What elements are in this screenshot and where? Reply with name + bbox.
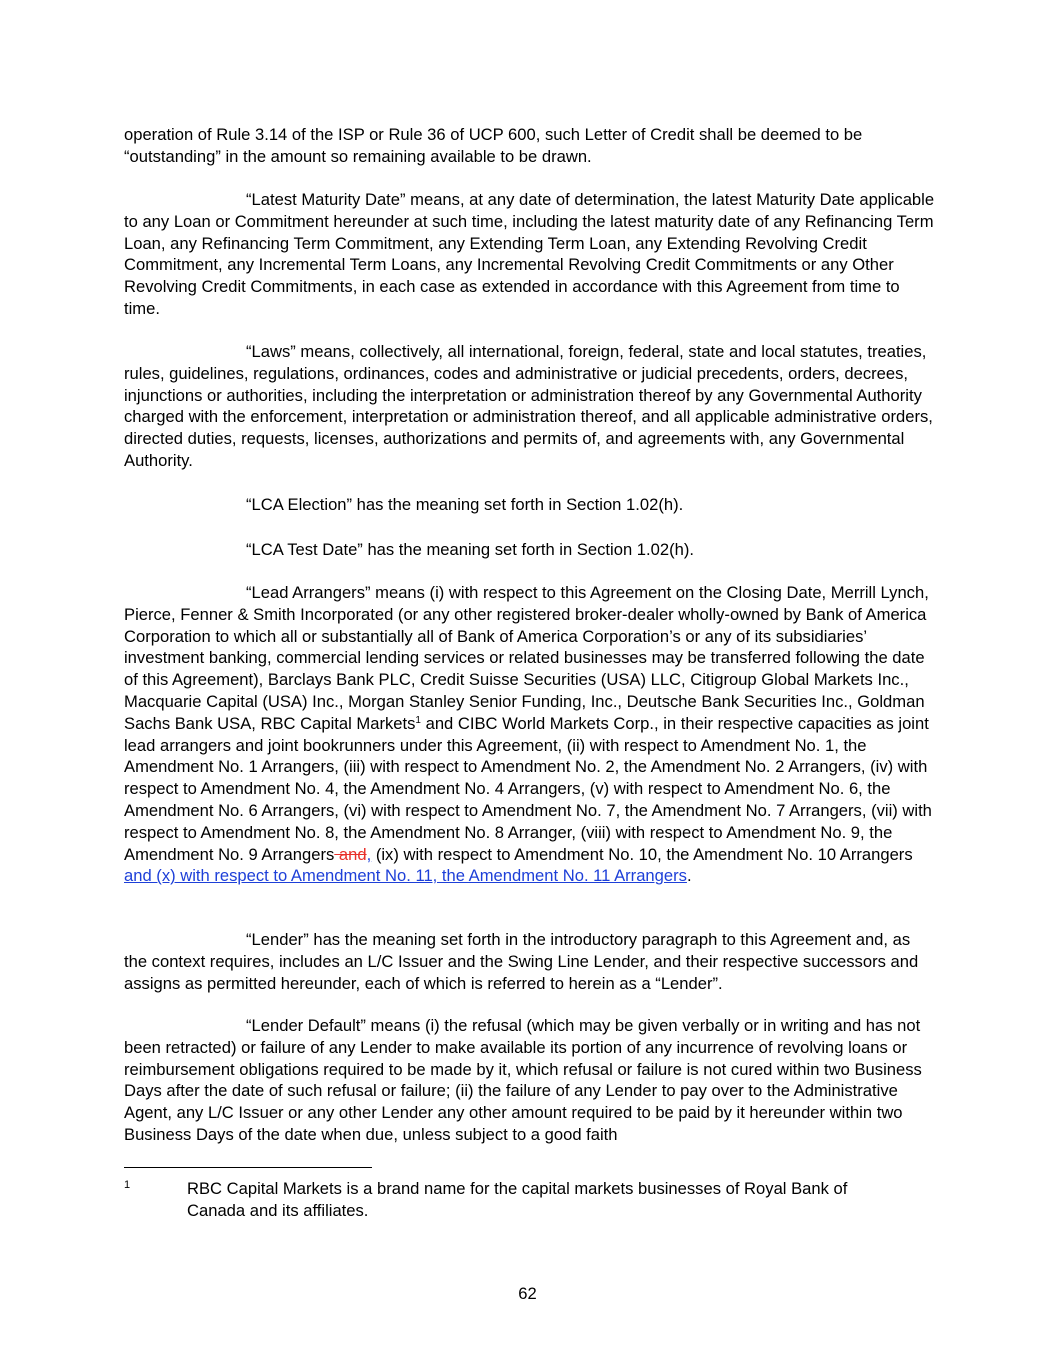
definition-text: (ix) with respect to Amendment No. 10, the Amendment No. 10 Arrangers (371, 844, 913, 864)
defined-term: “Laws” (246, 342, 296, 361)
defined-term: “Lender Default” (246, 1016, 366, 1035)
footnote-reference[interactable]: 1 (415, 714, 421, 726)
tracked-deletion: and (334, 844, 367, 864)
definition-laws (124, 341, 936, 472)
definition-text: has the meaning set forth in Section 1.02(h). (362, 540, 694, 559)
paragraph-text: operation of Rule 3.14 of the ISP or Rule 36 of UCP 600, such Letter of Credit shall be deemed to be “outstanding” in the amount so remaining available to be drawn. (124, 125, 863, 166)
footnote-text: RBC Capital Markets is a brand name for the capital markets businesses of Royal Bank of Canada and its affiliates. (187, 1179, 848, 1220)
footnote-separator (124, 1167, 372, 1168)
definition-lender-default (124, 1015, 936, 1146)
footnote-number: 1 (124, 1179, 131, 1191)
definition-lender (124, 929, 936, 994)
definition-text: means, collectively, all international, foreign, federal, state and local statutes, treaties, rules, guidelines, regulations, ordinances, codes and administrative or judicial precedents, orders, decrees, injunctions or authorities, including the interpretation or administration thereof by any Governmental Authority charged with the enforcement, interpretation or administration thereof, and all applicable administrative orders, directed duties, requests, licenses, authorizations and permits of, and agreements with, any Governmental Authority. (124, 342, 933, 470)
tracked-insertion: , (366, 844, 372, 864)
definition-text: means (i) the refusal (which may be given verbally or in writing and has not been retracted) or failure of any Lender to make available its portion of any incurrence of revolving loans or reimbursement obligations required to be made by it, which refusal or failure is not cured within two Business Days after the date of such refusal or failure; (ii) the failure of any Lender to pay over to the Administrative Agent, any L/C Issuer or any other Lender any other amount required to be paid by it hereunder within two Business Days of the date when due, unless subject to a good faith (124, 1016, 922, 1144)
defined-term: “LCA Test Date” (246, 540, 363, 559)
defined-term: “Lead Arrangers” (246, 583, 371, 602)
paragraph-continuation (124, 124, 936, 168)
definition-text: means (i) with respect to this Agreement on the Closing Date, Merrill Lynch, Pierce, Fenner & Smith Incorporated (or any other registered broker-dealer wholly-owned by Bank of America Corporation to which all or substantially all of Bank of America Corporation’s or any of its subsidiaries’ investment banking, commercial lending services or related businesses may be transferred following the date of this Agreement), Barclays Bank PLC, Credit Suisse Securities (USA) LLC, Citigroup Global Markets Inc., Macquarie Capital (USA) Inc., Morgan Stanley Senior Funding, Inc., Deutsche Bank Securities Inc., Goldman Sachs Bank USA, RBC Capital Markets (124, 583, 929, 733)
definition-text: . (686, 866, 692, 886)
definition-text: and CIBC World Markets Corp., in their respective capacities as joint lead arrangers and joint bookrunners under this Agreement, (ii) with respect to Amendment No. 1, the Amendment No. 1 Arrangers, (iii) with respect to Amendment No. 2, the Amendment No. 2 Arrangers, (iv) with respect to Amendment No. 4, the Amendment No. 4 Arrangers, (v) with respect to Amendment No. 6, the Amendment No. 6 Arrangers, (vi) with respect to Amendment No. 7, the Amendment No. 7 Arrangers, (vii) with respect to Amendment No. 8, the Amendment No. 8 Arranger, (viii) with respect to Amendment No. 9, the Amendment No. 9 Arrangers (124, 713, 932, 864)
defined-term: “Lender” (246, 930, 309, 949)
definition-text: has the meaning set forth in Section 1.02(h). (352, 495, 684, 514)
defined-term: “Latest Maturity Date” (246, 190, 406, 209)
definition-latest-maturity-date (124, 189, 936, 320)
definition-text: has the meaning set forth in the introductory paragraph to this Agreement and, as the context requires, includes an L/C Issuer and the Swing Line Lender, and their respective successors and assigns as permitted hereunder, each of which is referred to herein as a “Lender”. (124, 930, 919, 993)
tracked-insertion: and (x) with respect to Amendment No. 11, the Amendment No. 11 Arrangers (124, 866, 687, 886)
defined-term: “LCA Election” (246, 495, 353, 514)
definition-lca-election (124, 494, 936, 516)
definition-lead-arrangers (124, 582, 936, 887)
definition-text: means, at any date of determination, the latest Maturity Date applicable to any Loan or Commitment hereunder at such time, including the latest maturity date of any Refinancing Term Loan, any Refinancing Term Commitment, any Extending Term Loan, any Extending Revolving Credit Commitment, any Incremental Term Loans, any Incremental Revolving Credit Commitments or any Other Revolving Credit Commitments, in each case as extended in accordance with this Agreement from time to time. (124, 190, 935, 318)
definition-lca-test-date (124, 539, 936, 561)
page-number: 62 (518, 1284, 537, 1303)
